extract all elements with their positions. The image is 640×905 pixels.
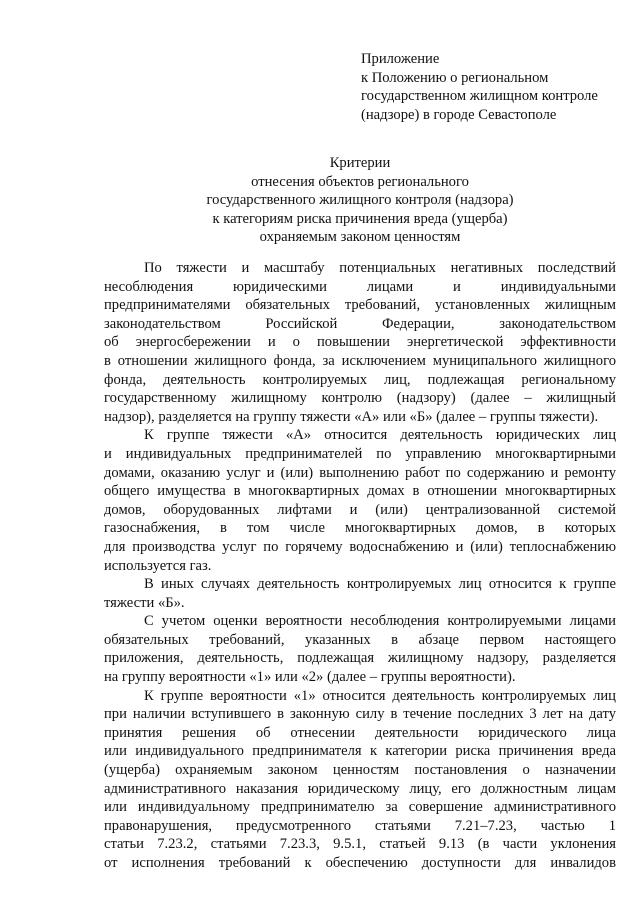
body-line: К группе вероятности «1» относится деятельность контролируемых лиц — [144, 687, 616, 704]
body-line: или индивидуального предпринимателя к категории риска причинения вреда — [104, 743, 616, 760]
body-line: об энергосбережении и о повышении энергетической эффективности — [104, 334, 616, 351]
body-line: предпринимателями обязательных требований, установленных жилищным — [104, 297, 616, 314]
body-line: законодательством Российской Федерации, законодательством — [104, 315, 616, 332]
body-line: государственному жилищному контролю (надзору) (далее – жилищный — [104, 390, 616, 407]
body-line: тяжести «Б». — [104, 594, 185, 611]
body-line: К группе тяжести «А» относится деятельность юридических лиц — [144, 427, 616, 444]
body-line: и индивидуальных предпринимателей по управлению многоквартирными — [104, 445, 616, 462]
body-line: общего имущества в многоквартирных домах в отношении многоквартирных — [104, 483, 616, 500]
annex-line: к Положению о региональном — [361, 69, 549, 86]
title-line: к категориям риска причинения вреда (ущерба) — [212, 210, 508, 227]
body-line: (ущерба) охраняемым законом ценностям постановления о назначении — [104, 762, 616, 779]
body-line: или индивидуальному предпринимателю за совершение административного — [104, 799, 616, 816]
annex-line: (надзоре) в городе Севастополе — [361, 106, 557, 123]
body-line: домами, оказанию услуг и (или) выполнению работ по содержанию и ремонту — [104, 464, 616, 481]
document-body — [104, 259, 616, 873]
body-line: для производства услуг по горячему водоснабжению и (или) теплоснабжению — [104, 538, 616, 555]
body-line: В иных случаях деятельность контролируемых лиц относится к группе — [144, 576, 616, 593]
annex-header — [361, 50, 611, 124]
body-line: принятия решения об отнесении деятельности юридического лица — [104, 724, 616, 741]
body-line: обязательных требований, указанных в абзаце первом настоящего — [104, 631, 616, 648]
annex-line: государственном жилищном контроле — [361, 88, 598, 104]
body-line: домов, оборудованных лифтами и (или) централизованной системой — [104, 501, 616, 518]
body-line: на группу вероятности «1» или «2» (далее – группы вероятности). — [104, 669, 516, 686]
body-line: приложения, деятельность, подлежащая жилищному надзору, разделяется — [104, 650, 616, 667]
title-line: охраняемым законом ценностям — [259, 229, 461, 245]
body-line: правонарушения, предусмотренного статьями 7.21–7.23, частью 1 — [104, 817, 616, 834]
title-line: Критерии — [329, 155, 391, 171]
body-line: надзор), разделяется на группу тяжести «А» или «Б» (далее – группы тяжести). — [104, 408, 599, 425]
body-line: По тяжести и масштабу потенциальных негативных последствий — [144, 260, 616, 276]
body-line: административного наказания юридическому лицу, его должностным лицам — [104, 780, 616, 797]
body-line: статьи 7.23.2, статьями 7.23.3, 9.5.1, статьей 9.13 (в части уклонения — [104, 836, 616, 853]
body-line: газоснабжения, в том числе многоквартирных домов, в которых — [104, 520, 616, 537]
title-line: отнесения объектов регионального — [251, 173, 469, 190]
body-line: при наличии вступившего в законную силу в течение последних 3 лет на дату — [104, 706, 616, 723]
body-line: С учетом оценки вероятности несоблюдения контролируемыми лицами — [144, 613, 616, 630]
body-line: от исполнения требований к обеспечению доступности для инвалидов — [104, 855, 616, 871]
document-title — [100, 154, 620, 247]
body-line: несоблюдения юридическими лицами и индивидуальными — [104, 278, 616, 295]
annex-line: Приложение — [361, 51, 440, 67]
title-line: государственного жилищного контроля (надзора) — [206, 192, 514, 208]
body-line: фонда, деятельность контролируемых лиц, подлежащая региональному — [104, 371, 616, 388]
body-line: используется газ. — [104, 557, 212, 574]
body-line: в отношении жилищного фонда, за исключением муниципального жилищного — [104, 352, 616, 369]
